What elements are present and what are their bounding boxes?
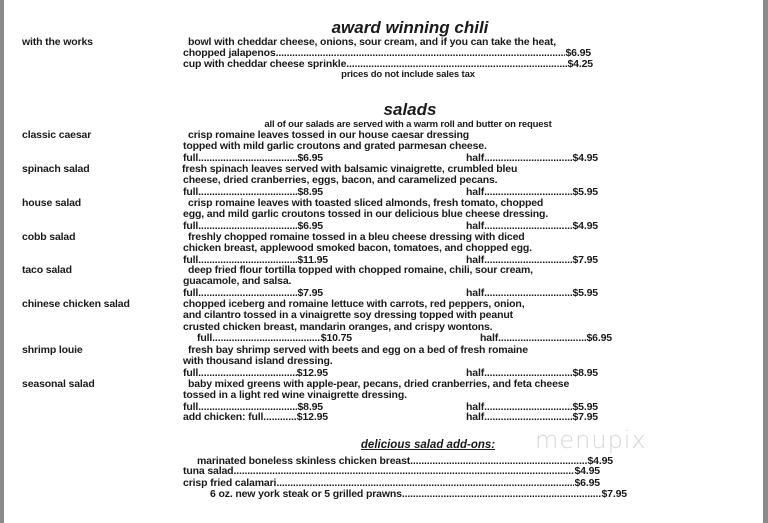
- addon-price: $4.95: [574, 465, 600, 477]
- dot-leader: [484, 287, 572, 299]
- salad-name: spinach salad: [22, 163, 90, 175]
- salad-description-line: guacamole, and salsa.: [183, 275, 292, 288]
- menupix-watermark: menupix: [535, 426, 647, 454]
- price: $7.95: [297, 286, 323, 299]
- salad-description-line: fresh bay shrimp served with beets and egg on a bed of fresh romaine: [188, 344, 528, 356]
- price: $4.95: [572, 151, 598, 164]
- addon-price: $7.95: [601, 488, 627, 500]
- dot-leader: [233, 465, 574, 477]
- chili-section-title: award winning chili: [331, 18, 489, 37]
- price-label: half: [466, 185, 485, 198]
- dot-leader: [198, 220, 297, 232]
- salad-description-line: cheese, dried cranberries, eggs, bacon, and caramelized pecans.: [183, 174, 498, 187]
- chili-description: bowl with cheddar cheese, onions, sour cream, and if you can take the heat,: [188, 36, 557, 48]
- dot-leader: [198, 186, 297, 198]
- price: $12.95: [296, 366, 328, 379]
- price: $6.95: [297, 151, 323, 164]
- salad-description-line: topped with mild garlic croutons and grated parmesan cheese.: [183, 140, 487, 153]
- half-price-row: [466, 186, 598, 198]
- salad-name: taco salad: [22, 264, 72, 276]
- full-price-row: [183, 220, 323, 232]
- price: $4.95: [572, 219, 598, 232]
- salad-description-line: chicken breast, applewood smoked bacon, tomatoes, and chopped egg.: [183, 242, 532, 255]
- dot-leader: [198, 152, 297, 164]
- addon-label: tuna salad: [183, 465, 234, 477]
- addon-row: [183, 465, 600, 477]
- price: $4.25: [567, 58, 593, 70]
- salad-description-line: tossed in a light red wine vinaigrette dressing.: [183, 389, 407, 402]
- price-label: half: [466, 286, 485, 299]
- price: $7.95: [572, 411, 598, 423]
- price-label: half: [466, 253, 485, 266]
- half-price-row: [466, 287, 598, 299]
- price-label: half: [466, 151, 485, 164]
- price-label: full: [183, 400, 199, 413]
- dot-leader: [484, 411, 572, 423]
- price-label: half: [466, 219, 485, 232]
- price: $7.95: [572, 253, 598, 266]
- add-chicken-half-row: [466, 411, 598, 423]
- addon-label: 6 oz. new york steak or 5 grilled prawns: [210, 488, 402, 500]
- full-price-row: [183, 287, 323, 299]
- price-label: chopped jalapenos: [183, 47, 276, 59]
- right-border: [763, 0, 768, 523]
- half-price-row: [466, 367, 598, 379]
- price: $6.95: [297, 219, 323, 232]
- dot-leader: [198, 367, 297, 379]
- salad-name: seasonal salad: [22, 378, 95, 390]
- dot-leader: [484, 367, 572, 379]
- salad-name: shrimp louie: [22, 344, 83, 356]
- dot-leader: [212, 332, 321, 344]
- addon-label: crisp fried calamari: [183, 477, 277, 489]
- half-price-row: [466, 152, 598, 164]
- price-label: full: [183, 253, 199, 266]
- addon-label: marinated boneless skinless chicken breast: [197, 455, 411, 467]
- salad-description-line: crusted chicken breast, mandarin oranges, and crispy wontons.: [183, 320, 493, 333]
- price: $8.95: [572, 366, 598, 379]
- full-price-row: [197, 332, 352, 344]
- price: $5.95: [572, 185, 598, 198]
- half-price-row: [466, 220, 598, 232]
- dot-leader: [484, 220, 572, 232]
- price-label: add chicken: full: [183, 411, 264, 423]
- salad-description-line: crisp romaine leaves tossed in our house caesar dressing: [188, 129, 470, 141]
- price: $12.95: [296, 411, 328, 423]
- price-label: full: [183, 151, 199, 164]
- salad-description-line: fresh spinach leaves served with balsamic vinaigrette, crumbled bleu: [182, 163, 518, 175]
- add-chicken-full-row: [183, 411, 328, 423]
- price-label: full: [183, 185, 199, 198]
- price-label: full: [183, 366, 199, 379]
- salad-description-line: deep fried flour tortilla topped with chopped romaine, chili, sour cream,: [188, 264, 533, 276]
- salad-description-line: and cilantro tossed in a vinaigrette soy dressing topped with peanut: [183, 309, 513, 322]
- price: $6.95: [586, 331, 612, 344]
- chili-item-name: with the works: [22, 36, 93, 48]
- price: $5.95: [572, 286, 598, 299]
- price: $8.95: [297, 400, 323, 413]
- price-label: full: [183, 219, 199, 232]
- dot-leader: [498, 332, 586, 344]
- tax-note: prices do not include sales tax: [341, 69, 475, 80]
- dot-leader: [263, 411, 296, 423]
- addon-row: [210, 488, 627, 500]
- half-price-row: [480, 332, 612, 344]
- dot-leader: [198, 287, 297, 299]
- full-price-row: [183, 152, 323, 164]
- price-label: half: [466, 366, 485, 379]
- addon-price: $6.95: [574, 477, 600, 489]
- price-label: full: [197, 331, 213, 344]
- dot-leader: [484, 152, 572, 164]
- salad-description-line: baby mixed greens with apple-pear, pecans, dried cranberries, and feta cheese: [188, 378, 570, 390]
- price-label: cup with cheddar cheese sprinkle: [183, 58, 347, 70]
- salad-description-line: crisp romaine leaves with toasted sliced almonds, fresh tomato, chopped: [188, 197, 544, 209]
- addons-title: delicious salad add-ons:: [360, 439, 496, 451]
- salad-name: classic caesar: [22, 129, 92, 141]
- salad-description-line: chopped iceberg and romaine lettuce with carrots, red peppers, onion,: [183, 298, 525, 310]
- salads-note: all of our salads are served with a warm roll and butter on request: [264, 119, 552, 130]
- left-border: [0, 0, 4, 523]
- price: $5.95: [572, 400, 598, 413]
- dot-leader: [484, 186, 572, 198]
- price-label: half: [466, 411, 485, 423]
- salad-description-line: freshly chopped romaine tossed in a bleu cheese dressing with diced: [188, 231, 525, 243]
- salad-description-line: egg, and mild garlic croutons tossed in our delicious blue cheese dressing.: [183, 208, 549, 221]
- price-label: half: [480, 331, 499, 344]
- price: $11.95: [297, 253, 328, 266]
- salad-name: house salad: [22, 197, 82, 209]
- price: $8.95: [297, 185, 323, 198]
- full-price-row: [183, 367, 328, 379]
- price: $10.75: [320, 331, 352, 344]
- dot-leader: [402, 488, 602, 500]
- salad-name: cobb salad: [22, 231, 76, 243]
- salads-section-title: salads: [383, 100, 437, 119]
- price-label: full: [183, 286, 199, 299]
- full-price-row: [183, 186, 323, 198]
- salad-description-line: with thousand island dressing.: [183, 355, 333, 368]
- addon-price: $4.95: [587, 455, 613, 467]
- price: $6.95: [565, 47, 591, 59]
- price-label: half: [466, 400, 485, 413]
- salad-name: chinese chicken salad: [22, 298, 130, 310]
